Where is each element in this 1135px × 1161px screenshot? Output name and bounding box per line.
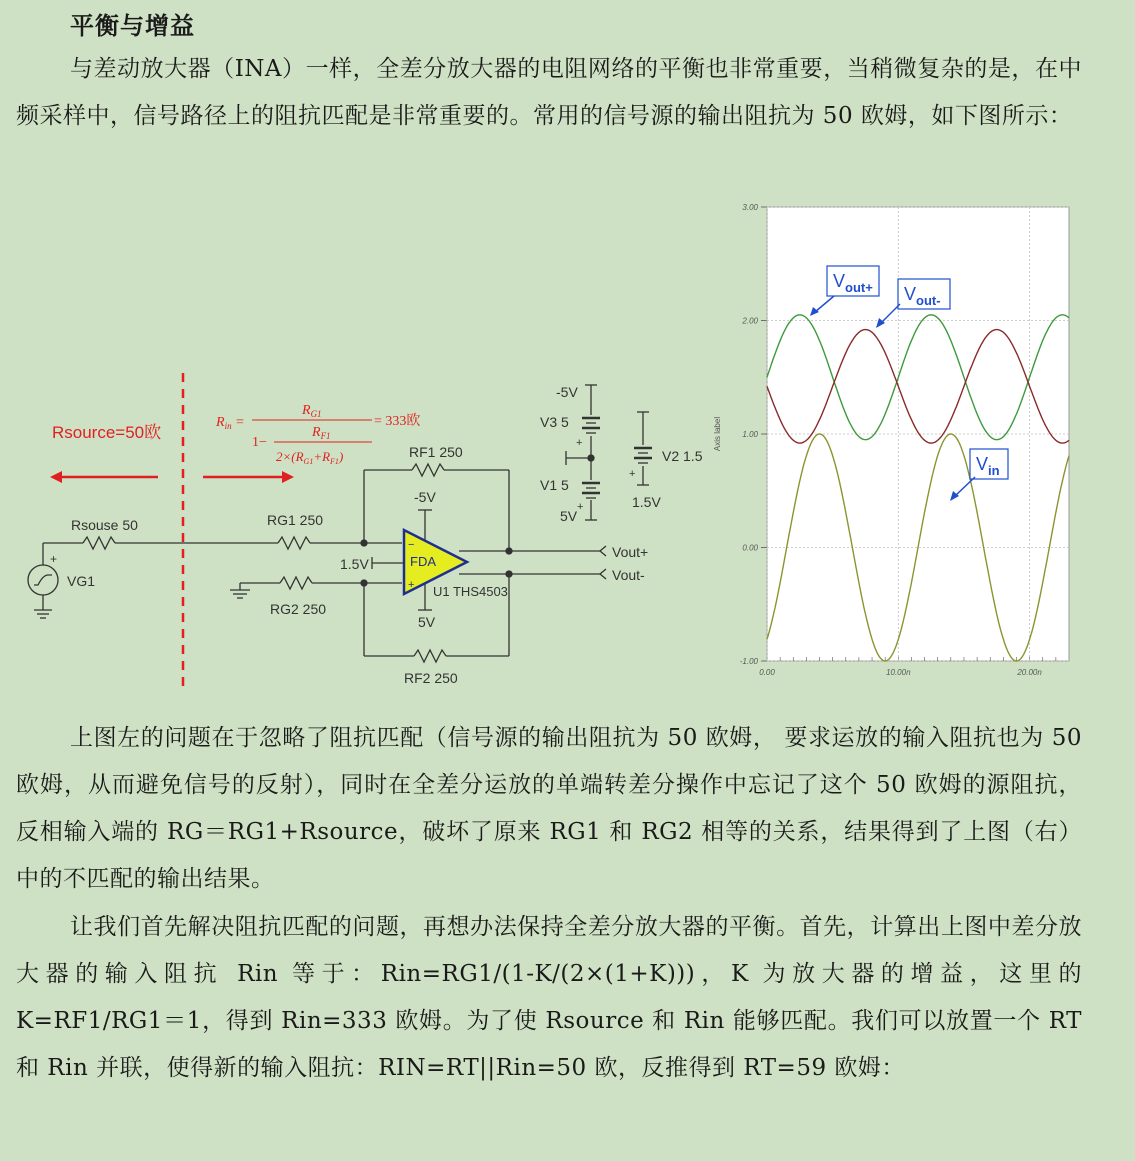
u1-label: U1 THS4503	[433, 584, 508, 599]
y-tick-label: -1.00	[739, 657, 758, 666]
y-tick-label: 3.00	[742, 203, 758, 212]
intro-paragraph: 与差动放大器（INA）一样，全差分放大器的电阻网络的平衡也非常重要，当稍微复杂的是，在中频采样中，信号路径上的阻抗匹配是非常重要的。常用的信号源的输出阻抗为 50 欧姆，如下图所示：	[16, 56, 1082, 129]
rg2-resistor	[280, 577, 312, 589]
rsouse-label: Rsouse 50	[71, 517, 138, 533]
v2-label: V2 1.5	[662, 448, 703, 464]
y-tick-label: 0.00	[742, 543, 758, 553]
x-tick-label: 20.00n	[1017, 668, 1042, 677]
figure	[0, 190, 1135, 700]
step-icon	[34, 575, 52, 585]
x-tick-label: 10.00n	[886, 668, 911, 677]
y-axis-label: Axis label	[713, 416, 722, 452]
v3-plus-sign: +	[576, 437, 583, 449]
x-tick-label: 0.00	[759, 668, 775, 677]
v1-plus-sign: +	[577, 501, 584, 513]
amp-pos-supply-label: 5V	[418, 614, 436, 630]
rsource-label: Rsource=50欧	[52, 423, 162, 442]
y-tick-label: 1.00	[742, 430, 758, 439]
fda-label: FDA	[410, 554, 436, 569]
rg1-resistor	[278, 537, 310, 549]
svg-text:Vin: $V_{in}$	[976, 454, 1000, 478]
opamp-minus-sign: −	[408, 539, 415, 551]
svg-text:RG1: $R_{G1}$	[302, 403, 322, 419]
solution-paragraph: 让我们首先解决阻抗匹配的问题，再想办法保持全差分放大器的平衡。首先，计算出上图中差分放大器的输入阻抗 Rin 等于：Rin=RG1/(1-K/(2×(1+K)))，K 为放大器的增益，这里的 K=RF1/RG1＝1，得到 Rin=333 欧姆。为了使 Rsource 和 Rin 能够匹配。我们可以放置一个 RT 和 Rin 并联，使得新的输入阻抗：RIN=RT||Rin=50 欧，反推得到 RT=59 欧姆：	[16, 914, 1082, 1081]
rg2-label: RG2 250	[270, 601, 327, 617]
rf1-label: RF1 250	[409, 444, 463, 460]
neg5-top-label: -5V	[556, 384, 578, 400]
vg1-label: VG1	[67, 573, 96, 589]
rf2-label: RF2 250	[404, 670, 458, 686]
x-axis-ticks	[759, 668, 1042, 677]
vout-minus-port	[600, 569, 606, 579]
rsouse-resistor	[83, 537, 115, 549]
vout-plus-label: Vout+	[612, 544, 649, 560]
formula-den-lead: 1−	[252, 435, 267, 450]
rg1-label: RG1 250	[267, 512, 324, 528]
rin-formula	[215, 403, 420, 466]
amp-neg-supply-label: -5V	[414, 489, 436, 505]
vocm-label: 1.5V	[340, 556, 369, 572]
y-tick-label: 2.00	[742, 316, 758, 326]
rf1-resistor	[412, 464, 444, 476]
svg-text:Vout+: $V_{out+}$	[833, 271, 873, 295]
vout-minus-label: Vout-	[612, 567, 645, 583]
formula-result: = 333欧	[374, 414, 421, 429]
vg1-source-symbol	[28, 565, 58, 595]
svg-text:RF1: $R_{F1}$	[312, 425, 331, 441]
y-axis-ticks	[740, 203, 759, 666]
schematic-labels	[50, 384, 703, 686]
pos5-bottom-label: 5V	[560, 508, 578, 524]
v3-label: V3 5	[540, 414, 569, 430]
svg-text:Rin =: $R_{in}$ =	[216, 415, 245, 431]
svg-text:2×(RG1+RF1): $2\times(R_{G1}+R_{F1})$	[276, 449, 344, 466]
rf2-resistor	[414, 650, 446, 662]
section-heading: 平衡与增益	[70, 11, 195, 40]
opamp-plus-sign: +	[408, 579, 415, 591]
right-arrowhead	[282, 471, 294, 483]
left-arrowhead	[50, 471, 62, 483]
vg1-plus-sign: +	[50, 552, 58, 566]
figure-svg	[0, 190, 1135, 700]
v1-label: V1 5	[540, 477, 569, 493]
vout-plus-port	[600, 546, 606, 556]
svg-text:Vout-: $V_{out-}$	[904, 284, 941, 308]
waveform-chart	[713, 203, 1069, 677]
v2-voltage-label: 1.5V	[632, 494, 661, 510]
analysis-paragraph: 上图左的问题在于忽略了阻抗匹配（信号源的输出阻抗为 50 欧姆， 要求运放的输入阻抗也为 50 欧姆，从而避免信号的反射），同时在全差分运放的单端转差分操作中忘记了这个 50 欧姆的源阻抗，反相输入端的 RG＝RG1+Rsource，破坏了原来 RG1 和 RG2 相等的关系，结果得到了上图（右）中的不匹配的输出结果。	[16, 725, 1082, 892]
v2-plus-sign: +	[629, 468, 636, 480]
